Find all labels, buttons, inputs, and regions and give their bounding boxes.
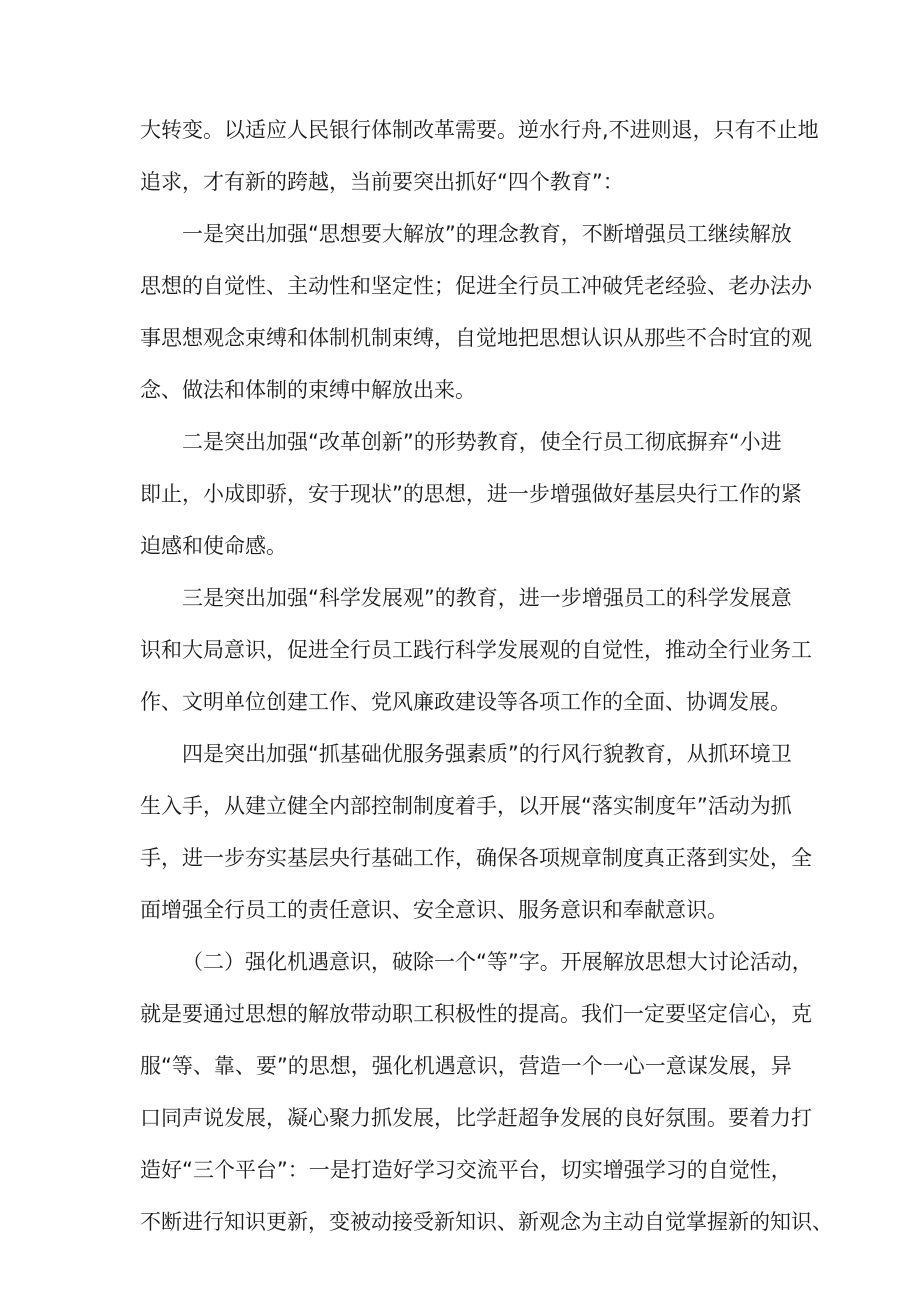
text-line: 追求，才有新的跨越，当前要突出抓好“四个教育”：: [140, 170, 624, 194]
text-line: 识和大局意识，促进全行员工践行科学发展观的自觉性，推动全行业务工: [140, 638, 812, 662]
text-line: 不断进行知识更新，变被动接受新知识、新观念为主动自觉掌握新的知识、: [140, 1210, 833, 1234]
text-line: 作、文明单位创建工作、党风廉政建设等各项工作的全面、协调发展。: [140, 690, 791, 714]
text-line: 迫感和使命感。: [140, 534, 287, 558]
text-line: 事思想观念束缚和体制机制束缚，自觉地把思想认识从那些不合时宜的观: [140, 326, 812, 350]
text-line: 念、做法和体制的束缚中解放出来。: [140, 378, 476, 402]
text-line: 大转变。以适应人民银行体制改革需要。逆水行舟,不进则退，只有不止地: [140, 118, 819, 142]
text-line: 生入手，从建立健全内部控制制度着手，以开展“落实制度年”活动为抓: [140, 794, 792, 818]
document-body: [140, 108, 833, 1252]
text-line: 手，进一步夯实基层央行基础工作，确保各项规章制度真正落到实处，全: [140, 846, 812, 870]
text-line: 口同声说发展，凝心聚力抓发展，比学赶超争发展的良好氛围。要着力打: [140, 1106, 812, 1130]
text-line: 造好“三个平台”：一是打造好学习交流平台，切实增强学习的自觉性，: [140, 1158, 792, 1182]
text-line: 面增强全行员工的责任意识、安全意识、服务意识和奉献意识。: [140, 898, 728, 922]
paragraph-start-line: 三是突出加强“科学发展观”的教育，进一步增强员工的科学发展意: [182, 586, 792, 610]
paragraph-start-line: 四是突出加强“抓基础优服务强素质”的行风行貌教育，从抓环境卫: [182, 742, 792, 766]
paragraph-start-line: 一是突出加强“思想要大解放”的理念教育，不断增强员工继续解放: [182, 222, 792, 246]
paragraph-start-line: 二是突出加强“改革创新”的形势教育，使全行员工彻底摒弃“小进: [182, 430, 782, 454]
text-line: 思想的自觉性、主动性和坚定性；促进全行员工冲破凭老经验、老办法办: [140, 274, 812, 298]
paragraph-start-line: （二）强化机遇意识，破除一个“等”字。开展解放思想大讨论活动，: [182, 950, 813, 974]
text-line: 服“等、靠、要”的思想，强化机遇意识，营造一个一心一意谋发展，异: [140, 1054, 792, 1078]
text-line: 就是要通过思想的解放带动职工积极性的提高。我们一定要坚定信心，克: [140, 1002, 812, 1026]
text-line: 即止，小成即骄，安于现状”的思想，进一步增强做好基层央行工作的紧: [140, 482, 802, 506]
